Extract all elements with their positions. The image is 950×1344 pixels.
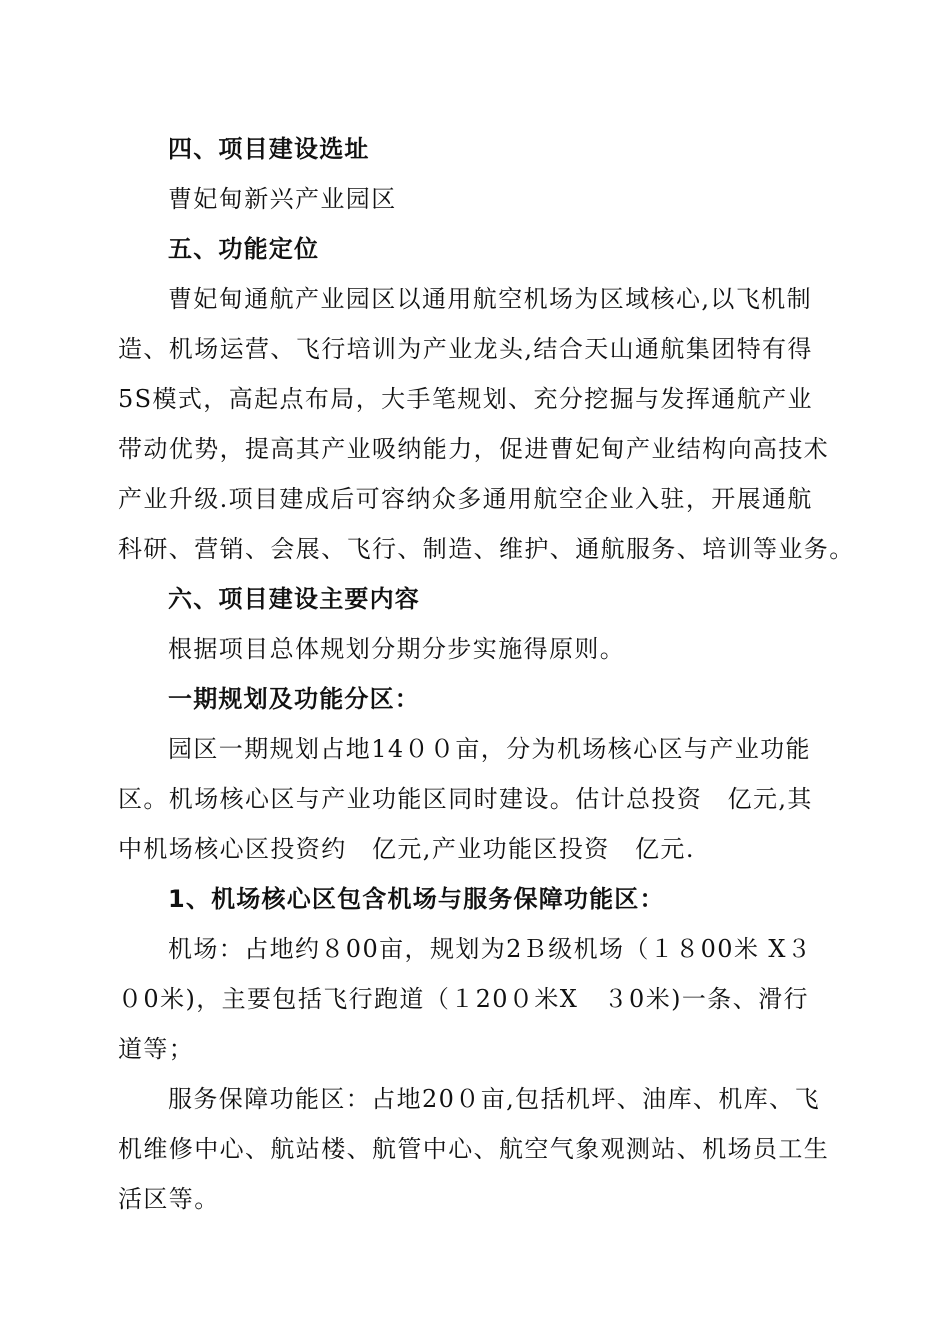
positioning-line-4: 带动优势，提高其产业吸纳能力，促进曹妃甸产业结构向高技术: [118, 435, 830, 463]
positioning-line-1: 曹妃甸通航产业园区以通用航空机场为区域核心,以飞机制: [168, 285, 813, 313]
airport-line-1: 机场：占地约８00亩，规划为2Ｂ级机场（１８00米 X３: [168, 935, 813, 963]
phase1-line-2: 区。机场核心区与产业功能区同时建设。估计总投资 亿元,其: [118, 785, 813, 813]
service-line-2: 机维修中心、航站楼、航管中心、航空气象观测站、机场员工生: [118, 1135, 830, 1163]
principle-text: 根据项目总体规划分期分步实施得原则。: [168, 635, 626, 663]
service-line-3: 活区等。: [118, 1185, 220, 1213]
heading-airport-core: 1、机场核心区包含机场与服务保障功能区：: [168, 885, 665, 913]
heading-main-content: 六、项目建设主要内容: [168, 585, 420, 613]
phase1-line-1: 园区一期规划占地14００亩，分为机场核心区与产业功能: [168, 735, 811, 763]
service-line-1: 服务保障功能区：占地20０亩,包括机坪、油库、机库、飞: [168, 1085, 820, 1113]
heading-project-site: 四、项目建设选址: [168, 135, 370, 163]
positioning-line-5: 产业升级.项目建成后可容纳众多通用航空企业入驻，开展通航: [118, 485, 813, 513]
airport-line-3: 道等；: [118, 1035, 195, 1063]
heading-phase1: 一期规划及功能分区：: [168, 685, 420, 713]
heading-function-positioning: 五、功能定位: [168, 235, 320, 263]
site-text: 曹妃甸新兴产业园区: [168, 185, 397, 213]
positioning-line-2: 造、机场运营、飞行培训为产业龙头,结合天山通航集团特有得: [118, 335, 813, 363]
positioning-line-3: 5S模式，高起点布局，大手笔规划、充分挖掘与发挥通航产业: [118, 385, 813, 413]
airport-line-2: ０0米)，主要包括飞行跑道（１20０米X ３0米)一条、滑行: [118, 985, 809, 1013]
positioning-line-6: 科研、营销、会展、飞行、制造、维护、通航服务、培训等业务。: [118, 535, 855, 563]
phase1-line-3: 中机场核心区投资约 亿元,产业功能区投资 亿元.: [118, 835, 695, 863]
